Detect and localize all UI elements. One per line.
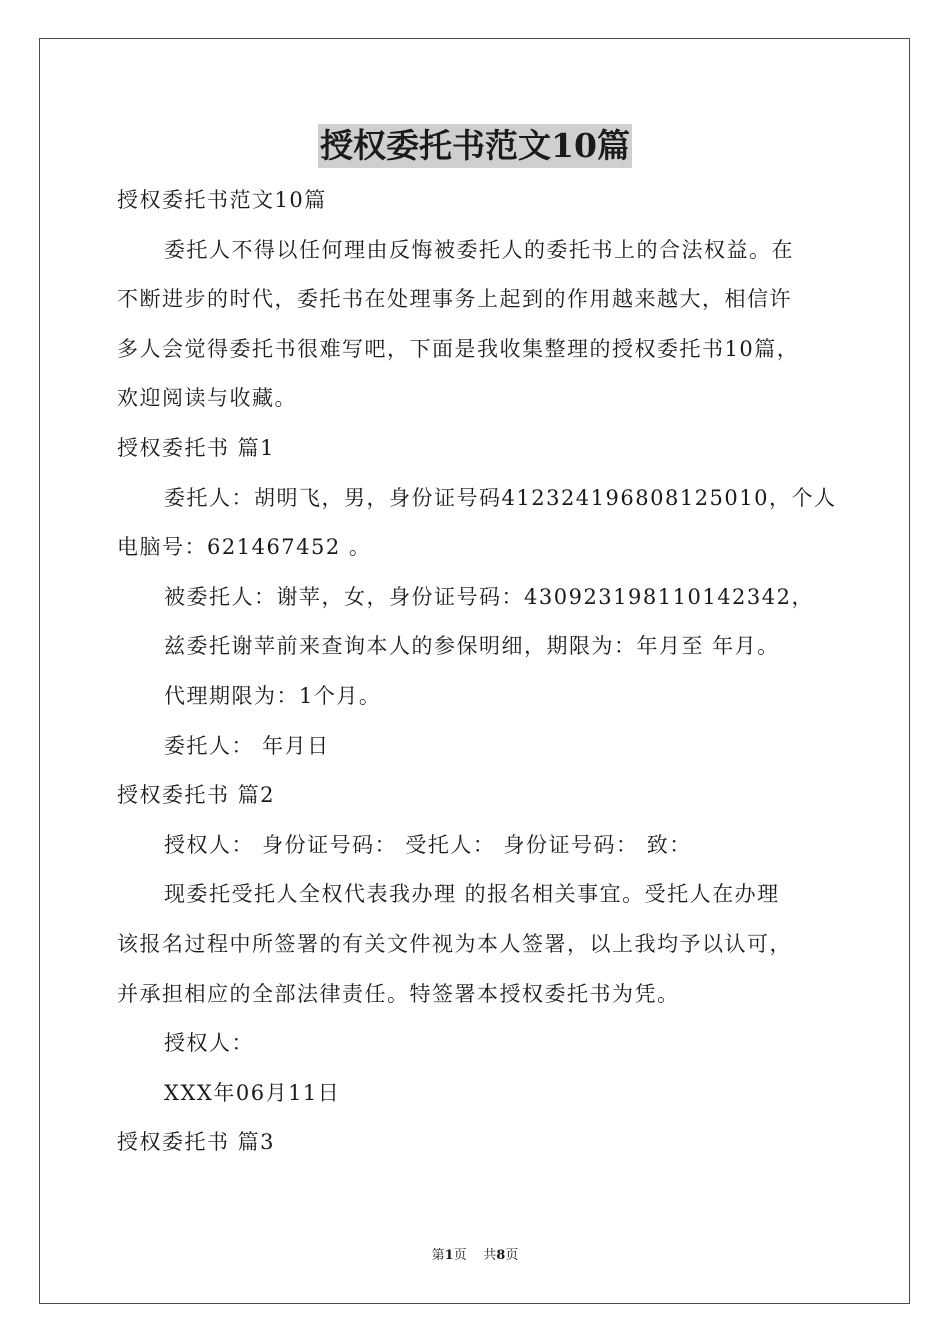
page-footer [0, 1247, 950, 1265]
text-line: 委托人： 年月日 [164, 733, 330, 758]
text-line: 授权委托书范文10篇 [117, 188, 327, 212]
footer-total-pages: 8 [496, 1248, 506, 1263]
section-heading: 授权委托书 篇2 [117, 783, 276, 808]
title-area [0, 124, 950, 168]
text-line: XXX年06月11日 [164, 1080, 341, 1105]
text-line: 该报名过程中所签署的有关文件视为本人签署，以上我均予以认可， [117, 931, 792, 956]
text-line: 兹委托谢苹前来查询本人的参保明细，期限为：年月至 年月。 [164, 634, 780, 659]
text-line: 授权人： 身份证号码： 受托人： 身份证号码： 致： [164, 832, 692, 857]
text-line: 并承担相应的全部法律责任。特签署本授权委托书为凭。 [117, 981, 680, 1006]
text-line: 现委托受托人全权代表我办理 的报名相关事宜。受托人在办理 [164, 882, 780, 907]
text-line: 委托人不得以任何理由反悔被委托人的委托书上的合法权益。在 [164, 237, 794, 262]
footer-prefix: 第 [431, 1248, 445, 1263]
section-heading: 授权委托书 篇3 [117, 1130, 276, 1155]
document-title: 授权委托书范文10篇 [318, 124, 632, 168]
footer-total-prefix: 共 [483, 1248, 497, 1263]
text-line: 电脑号：621467452 。 [117, 535, 372, 560]
text-line: 多人会觉得委托书很难写吧，下面是我收集整理的授权委托书10篇， [117, 336, 800, 361]
text-line: 不断进步的时代，委托书在处理事务上起到的作用越来越大，相信许 [117, 287, 792, 312]
footer-total-suffix: 页 [505, 1248, 519, 1263]
section-heading: 授权委托书 篇1 [117, 435, 276, 460]
footer-page-number: 1 [444, 1248, 454, 1263]
text-line: 被委托人：谢苹，女，身份证号码：430923198110142342， [164, 584, 814, 609]
text-line: 授权人： [164, 1031, 254, 1056]
footer-page-suffix: 页 [453, 1248, 467, 1263]
text-line: 代理期限为：1个月。 [164, 683, 382, 708]
text-line: 欢迎阅读与收藏。 [117, 386, 297, 411]
text-line: 委托人：胡明飞，男，身份证号码412324196808125010，个人 [164, 485, 837, 510]
document-body [117, 176, 847, 1168]
